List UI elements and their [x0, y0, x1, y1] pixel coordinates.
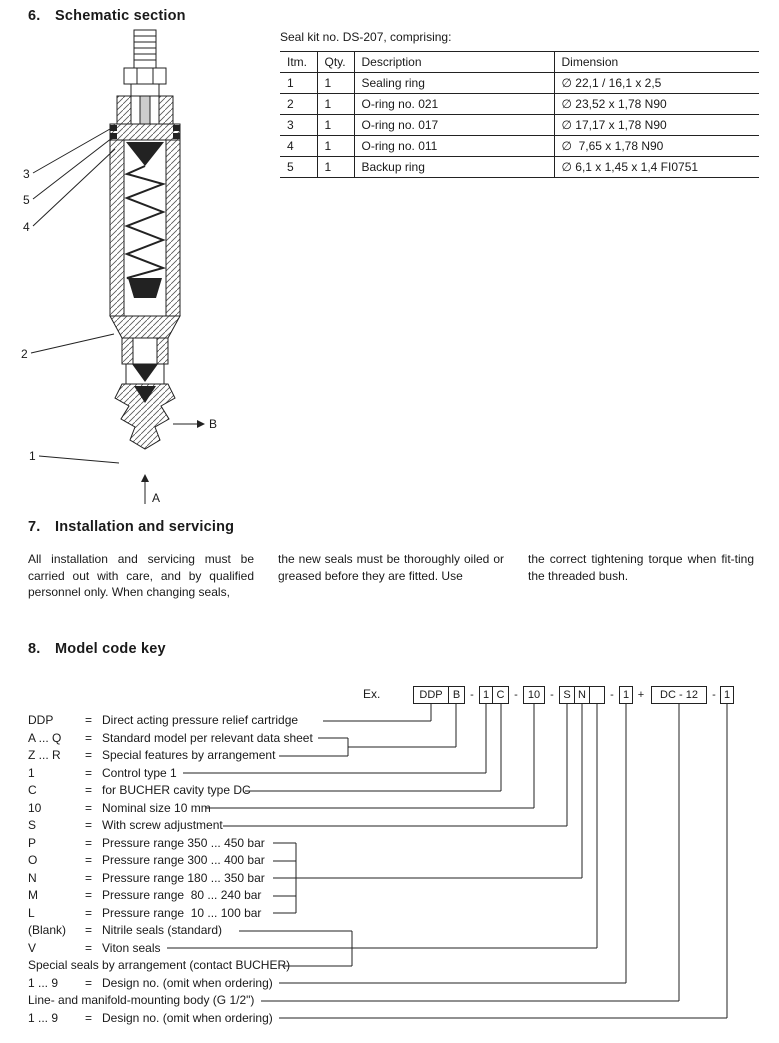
equals-sign: =	[85, 975, 93, 990]
col-header-description: Description	[354, 52, 554, 73]
code-separator: -	[550, 689, 554, 701]
code-value: O	[28, 853, 38, 867]
code-description: Design no. (omit when ordering)	[102, 1010, 273, 1025]
model-code-row	[28, 905, 468, 923]
col-header-dimension: Dimension	[554, 52, 759, 73]
cell-qty: 1	[317, 94, 354, 115]
model-code-row	[28, 975, 468, 993]
code-value: (Blank)	[28, 923, 67, 937]
code-description: Standard model per relevant data sheet	[102, 730, 313, 745]
equals-sign: =	[85, 713, 93, 727]
model-code-row	[28, 765, 468, 783]
model-code-row	[28, 887, 468, 905]
cell-qty: 1	[317, 136, 354, 157]
equals-sign: =	[85, 923, 93, 937]
cell-description: Backup ring	[354, 157, 554, 178]
cell-dimension: ∅ 22,1 / 16,1 x 2,5	[554, 73, 759, 94]
model-code-row	[28, 747, 468, 765]
cell-description: O-ring no. 017	[354, 115, 554, 136]
cell-item-no: 3	[280, 115, 317, 136]
code-box-control-type: 1	[479, 686, 493, 704]
code-value: 1	[28, 765, 35, 780]
code-box-seals	[589, 686, 605, 704]
code-note: Line- and manifold-mounting body (G 1/2")	[28, 993, 255, 1007]
table-row	[280, 157, 759, 178]
code-description: Design no. (omit when ordering)	[102, 975, 273, 990]
callout-3: 3	[23, 167, 30, 181]
equals-sign: =	[85, 888, 93, 902]
code-value: N	[28, 870, 37, 885]
port-a-arrow-icon	[141, 474, 149, 482]
model-code-row	[28, 817, 468, 835]
section-6-heading	[28, 8, 186, 24]
section-8-heading	[28, 641, 166, 657]
table-row	[280, 115, 759, 136]
seal-kit-block	[280, 30, 759, 178]
code-description: Direct acting pressure relief cartridge	[102, 713, 299, 727]
code-value: L	[28, 905, 35, 920]
section-title: Schematic section	[55, 8, 186, 24]
equals-sign: =	[85, 1010, 93, 1025]
model-code-row	[28, 870, 468, 888]
port-a-label: A	[152, 491, 161, 505]
table-header-row	[280, 52, 759, 73]
cell-qty: 1	[317, 115, 354, 136]
col-header-itm: Itm.	[280, 52, 317, 73]
code-value: 10	[28, 800, 42, 815]
code-value: 1 ... 9	[28, 975, 59, 990]
cell-description: O-ring no. 021	[354, 94, 554, 115]
table-row	[280, 136, 759, 157]
model-code-row	[28, 1010, 468, 1028]
code-description: for BUCHER cavity type DC	[102, 783, 251, 797]
code-description: Pressure range 180 ... 350 bar	[102, 870, 265, 885]
code-description: Pressure range 80 ... 240 bar	[102, 888, 262, 902]
installation-text-columns	[28, 551, 754, 601]
model-code-row	[28, 712, 468, 730]
seal-kit-caption: Seal kit no. DS-207, comprising:	[280, 30, 452, 44]
code-separator: -	[712, 689, 716, 701]
cell-dimension: ∅ 7,65 x 1,78 N90	[554, 136, 759, 157]
code-value: A ... Q	[28, 730, 62, 745]
equals-sign: =	[85, 765, 93, 780]
section-title: Installation and servicing	[55, 519, 235, 535]
code-description: Pressure range 350 ... 450 bar	[102, 835, 265, 850]
code-value: 1 ... 9	[28, 1010, 59, 1025]
model-code-row	[28, 782, 468, 800]
cell-item-no: 4	[280, 136, 317, 157]
callout-1: 1	[29, 449, 36, 463]
cell-dimension: ∅ 17,17 x 1,78 N90	[554, 115, 759, 136]
code-value: P	[28, 835, 37, 850]
col-header-qty: Qty.	[317, 52, 354, 73]
code-box-cavity: C	[492, 686, 509, 704]
section-number: 8.	[28, 641, 41, 657]
port-b-arrow-icon	[197, 420, 205, 428]
model-code-row	[28, 730, 468, 748]
schematic-callouts	[21, 129, 119, 463]
equals-sign: =	[85, 853, 93, 867]
code-value: M	[28, 888, 38, 902]
equals-sign: =	[85, 748, 93, 762]
code-box-adjustment: S	[559, 686, 575, 704]
equals-sign: =	[85, 835, 93, 850]
example-label: Ex.	[363, 687, 381, 701]
cell-qty: 1	[317, 73, 354, 94]
callout-4: 4	[23, 220, 30, 234]
model-code-rows	[28, 712, 468, 1027]
code-description: Special features by arrangement	[102, 748, 276, 762]
model-code-row	[28, 922, 468, 940]
table-row	[280, 73, 759, 94]
cell-item-no: 1	[280, 73, 317, 94]
cell-description: O-ring no. 011	[354, 136, 554, 157]
code-description: With screw adjustment	[102, 818, 223, 832]
valve-cross-section	[110, 30, 180, 449]
callout-5: 5	[23, 193, 30, 207]
text-column-3: the correct tightening torque when fit-ting the threaded bush.	[528, 552, 754, 583]
model-code-key	[0, 682, 779, 1043]
code-description: Viton seals	[102, 940, 161, 955]
cell-item-no: 5	[280, 157, 317, 178]
code-separator: -	[514, 689, 518, 701]
text-column-2: the new seals must be thoroughly oiled or greased before they are fitted. Use	[278, 552, 504, 583]
code-value: Z ... R	[28, 748, 61, 762]
equals-sign: =	[85, 870, 93, 885]
model-code-row	[28, 940, 468, 958]
cell-description: Sealing ring	[354, 73, 554, 94]
section-7-heading	[28, 519, 234, 535]
code-box-model: B	[448, 686, 465, 704]
model-code-row	[28, 852, 468, 870]
equals-sign: =	[85, 818, 93, 832]
model-code-row	[28, 835, 468, 853]
code-box-design-no: 1	[619, 686, 633, 704]
seal-kit-table	[280, 51, 759, 178]
code-box-body: DC - 12	[651, 686, 707, 704]
section-number: 7.	[28, 519, 41, 535]
code-box-ddp: DDP	[413, 686, 449, 704]
cell-dimension: ∅ 23,52 x 1,78 N90	[554, 94, 759, 115]
section-title: Model code key	[55, 641, 166, 657]
code-value: DDP	[28, 713, 54, 727]
equals-sign: =	[85, 783, 93, 797]
port-b-label: B	[209, 417, 218, 431]
section-number: 6.	[28, 8, 41, 24]
equals-sign: =	[85, 730, 93, 745]
code-box-nominal-size: 10	[523, 686, 545, 704]
cell-qty: 1	[317, 157, 354, 178]
cell-item-no: 2	[280, 94, 317, 115]
code-box-pressure-range: N	[574, 686, 590, 704]
code-value: C	[28, 783, 37, 797]
code-value: S	[28, 818, 37, 832]
equals-sign: =	[85, 800, 93, 815]
text-column-1: All installation and servicing must be carried out with care, and by qualified personnel only. When changing seals,	[28, 552, 254, 599]
code-description: Nominal size 10 mm	[102, 800, 211, 815]
code-value: V	[28, 940, 37, 955]
code-description: Control type 1	[102, 765, 177, 780]
code-description: Pressure range 300 ... 400 bar	[102, 853, 265, 867]
model-code-row	[28, 992, 468, 1010]
valve-schematic	[15, 26, 245, 516]
model-code-row	[28, 800, 468, 818]
code-description: Nitrile seals (standard)	[102, 923, 223, 937]
code-note: Special seals by arrangement (contact BUCHER)	[28, 958, 291, 972]
equals-sign: =	[85, 940, 93, 955]
code-separator-plus: +	[637, 689, 645, 701]
code-separator: -	[610, 689, 614, 701]
cell-dimension: ∅ 6,1 x 1,45 x 1,4 FI0751	[554, 157, 759, 178]
table-row	[280, 94, 759, 115]
code-box-body-design-no: 1	[720, 686, 734, 704]
code-description: Pressure range 10 ... 100 bar	[102, 905, 262, 920]
code-separator: -	[470, 689, 474, 701]
callout-2: 2	[21, 347, 28, 361]
model-code-row	[28, 957, 468, 975]
equals-sign: =	[85, 905, 93, 920]
